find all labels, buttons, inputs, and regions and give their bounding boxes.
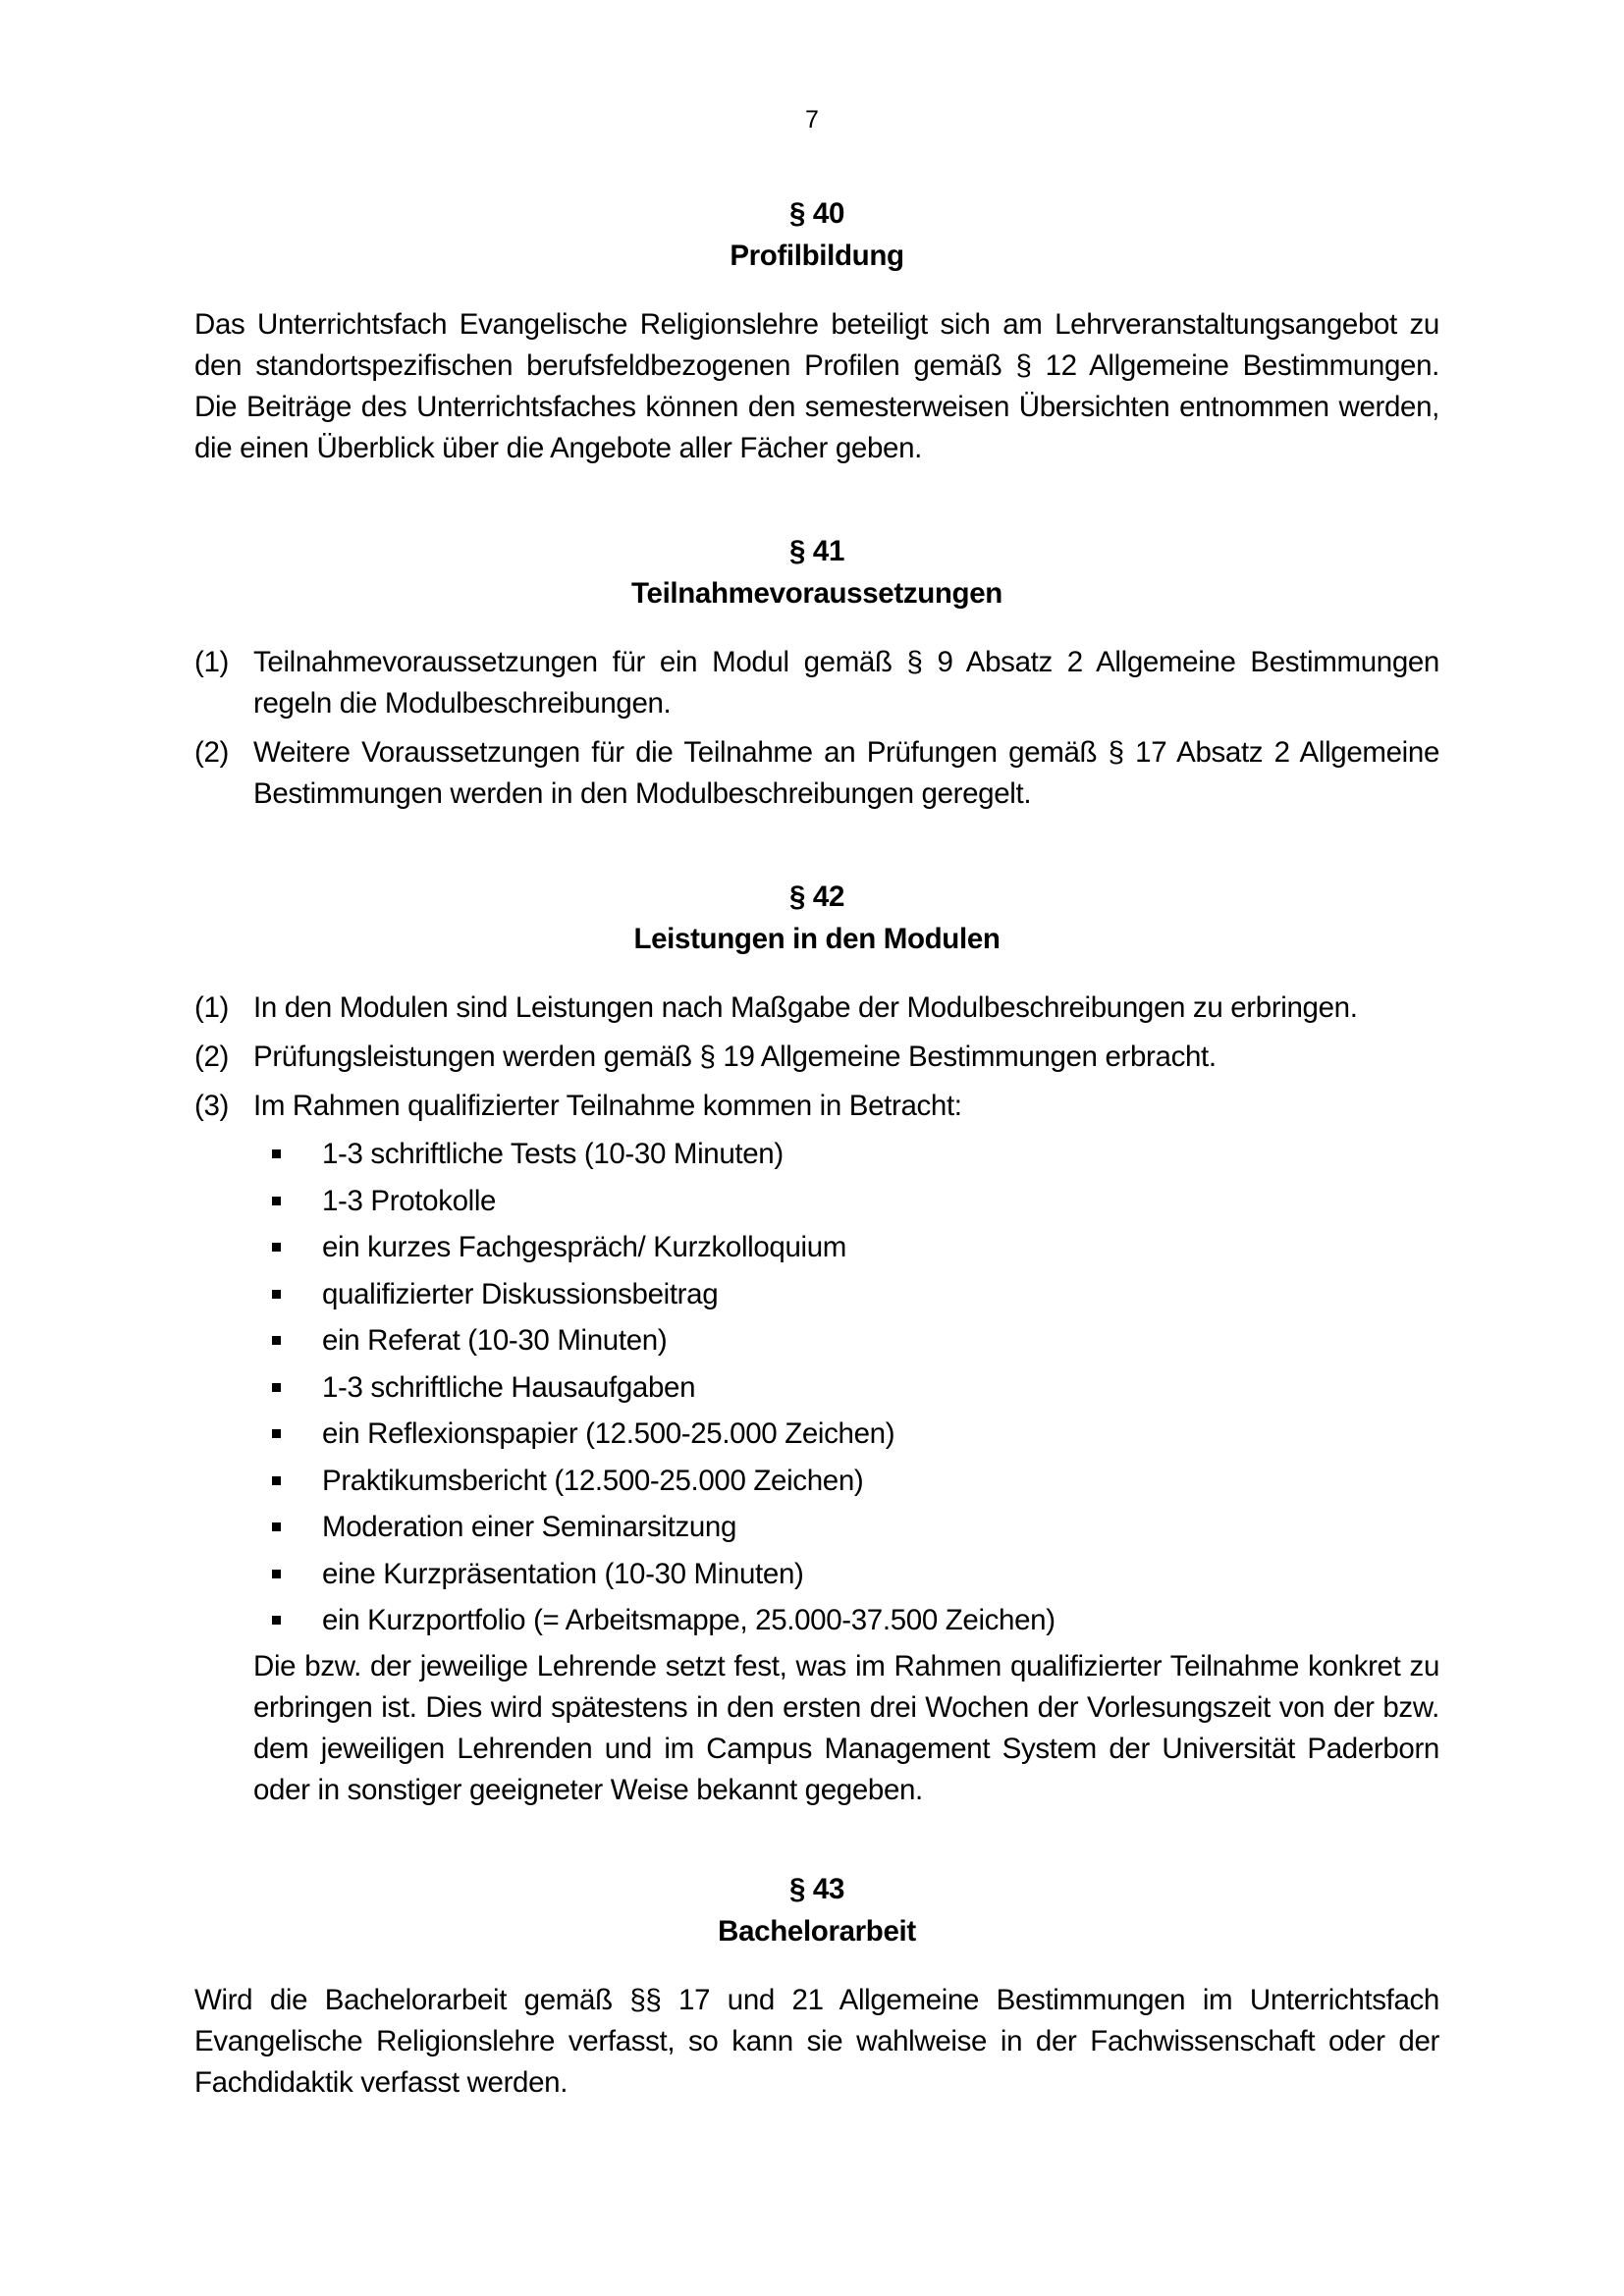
square-bullet-icon [272, 1429, 281, 1438]
bullet-text: Moderation einer Seminarsitzung [322, 1511, 737, 1543]
bullet-item [253, 1504, 1439, 1551]
bullet-item [253, 1224, 1439, 1271]
item-number: (1) [194, 646, 230, 678]
section-heading [194, 530, 1439, 614]
item-text: In den Modulen sind Leistungen nach Maßgabe der Modulbeschreibungen zu erbringen. [253, 991, 1358, 1024]
square-bullet-icon [272, 1197, 281, 1205]
section-title: Profilbildung [730, 240, 904, 272]
bullet-list [253, 1131, 1439, 1644]
bullet-item [253, 1551, 1439, 1598]
section-heading [194, 1868, 1439, 1952]
list-item [194, 642, 1439, 724]
square-bullet-icon [272, 1616, 281, 1625]
bullet-text: qualifizierter Diskussionsbeitrag [322, 1277, 719, 1310]
section-number: § 43 [788, 1872, 844, 1905]
square-bullet-icon [272, 1243, 281, 1252]
bullet-text: ein Reflexionspapier (12.500-25.000 Zeichen) [322, 1417, 895, 1450]
square-bullet-icon [272, 1522, 281, 1531]
bullet-text: 1-3 Protokolle [322, 1184, 497, 1217]
section-number: § 42 [788, 881, 844, 913]
square-bullet-icon [272, 1290, 281, 1299]
square-bullet-icon [272, 1149, 281, 1158]
item-number: (2) [194, 736, 230, 769]
square-bullet-icon [272, 1570, 281, 1578]
bullet-text: Praktikumsbericht (12.500-25.000 Zeichen) [322, 1464, 864, 1497]
section-41 [194, 530, 1439, 815]
list-item [194, 1037, 1439, 1078]
bullet-item [253, 1411, 1439, 1458]
numbered-list [194, 988, 1439, 1811]
bullet-text: 1-3 schriftliche Hausaufgaben [322, 1370, 696, 1404]
item-note: Die bzw. der jeweilige Lehrende setzt fest, was im Rahmen qualifizierter Teilnahme konkret zu erbringen ist. Dies wird spätestens in den ersten drei Wochen der Vorlesungszeit von der bzw. dem jeweiligen Lehrenden und im Campus Management System der Universität Paderborn oder in sonstiger geeigneter Weise bekannt gegeben. [253, 1649, 1439, 1806]
item-number: (2) [194, 1041, 230, 1073]
section-number: § 41 [788, 535, 844, 567]
list-item [194, 988, 1439, 1029]
square-bullet-icon [272, 1476, 281, 1485]
section-heading [194, 876, 1439, 960]
page-number: 7 [805, 106, 819, 133]
bullet-item [253, 1597, 1439, 1644]
item-text: Weitere Voraussetzungen für die Teilnahme an Prüfungen gemäß § 17 Absatz 2 Allgemeine Bestimmungen werden in den Modulbeschreibungen geregelt. [253, 736, 1439, 810]
bullet-text: eine Kurzpräsentation (10-30 Minuten) [322, 1557, 804, 1590]
section-paragraph: Das Unterrichtsfach Evangelische Religionslehre beteiligt sich am Lehrveranstaltungsangebot zu den standortspezifischen berufsfeldbezogenen Profilen gemäß § 12 Allgemeine Bestimmungen. Die Beiträge des Unterrichtsfaches können den semesterweisen Übersichten entnommen werden, die einen Überblick über die Angebote aller Fächer geben. [194, 308, 1439, 464]
bullet-text: 1-3 schriftliche Tests (10-30 Minuten) [322, 1138, 784, 1170]
item-number: (3) [194, 1090, 230, 1122]
bullet-text: ein kurzes Fachgespräch/ Kurzkolloquium [322, 1231, 847, 1263]
section-43 [194, 1868, 1439, 2104]
bullet-item [253, 1364, 1439, 1412]
section-title: Leistungen in den Modulen [633, 923, 1001, 955]
bullet-item [253, 1271, 1439, 1318]
section-heading [194, 192, 1439, 277]
bullet-item [253, 1131, 1439, 1178]
square-bullet-icon [272, 1383, 281, 1392]
section-42 [194, 876, 1439, 1811]
list-item [194, 1086, 1439, 1811]
section-number: § 40 [788, 197, 844, 230]
document-body [194, 192, 1439, 2104]
item-text: Im Rahmen qualifizierter Teilnahme kommen in Betracht: [253, 1090, 962, 1122]
section-title: Teilnahmevoraussetzungen [631, 577, 1002, 610]
bullet-item [253, 1317, 1439, 1364]
bullet-item [253, 1458, 1439, 1505]
bullet-text: ein Referat (10-30 Minuten) [322, 1324, 668, 1357]
item-number: (1) [194, 991, 230, 1024]
item-text: Teilnahmevoraussetzungen für ein Modul gemäß § 9 Absatz 2 Allgemeine Bestimmungen regeln die Modulbeschreibungen. [253, 646, 1439, 720]
bullet-text: ein Kurzportfolio (= Arbeitsmappe, 25.000-37.500 Zeichen) [322, 1604, 1056, 1636]
section-title: Bachelorarbeit [718, 1914, 916, 1948]
item-text: Prüfungsleistungen werden gemäß § 19 Allgemeine Bestimmungen erbracht. [253, 1041, 1217, 1073]
section-paragraph: Wird die Bachelorarbeit gemäß §§ 17 und 21 Allgemeine Bestimmungen im Unterrichtsfach Evangelische Religionslehre verfasst, so kann sie wahlweise in der Fachwissenschaft oder der Fachdidaktik verfasst werden. [194, 1983, 1439, 2099]
bullet-item [253, 1178, 1439, 1225]
section-40 [194, 192, 1439, 469]
square-bullet-icon [272, 1336, 281, 1345]
numbered-list [194, 642, 1439, 815]
list-item [194, 732, 1439, 815]
